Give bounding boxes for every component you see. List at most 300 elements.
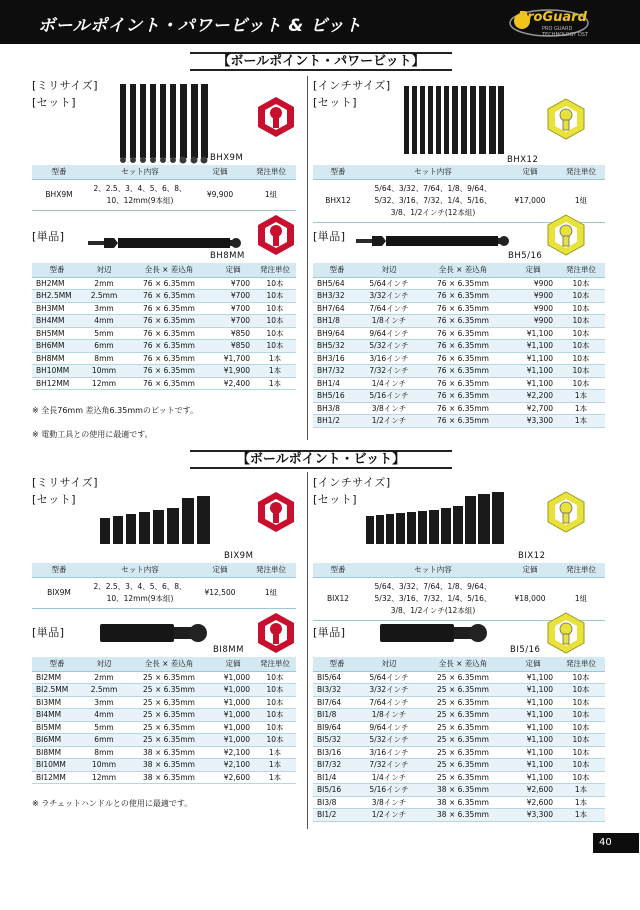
- model-cell: BI3/8: [313, 796, 361, 809]
- length-cell: 76 × 6.35mm: [126, 327, 212, 340]
- set-price: ¥18,000: [503, 577, 557, 620]
- table-row: [313, 415, 605, 428]
- price-cell: ¥2,100: [212, 759, 254, 772]
- size-cell: 5/32インチ: [361, 340, 417, 353]
- unit-cell: 10本: [557, 709, 605, 722]
- set-unit: 1組: [557, 577, 605, 620]
- set-model-label: BIX12: [518, 551, 546, 561]
- price-cell: ¥2,600: [509, 784, 557, 797]
- table-row: [32, 277, 296, 290]
- unit-cell: 10本: [557, 327, 605, 340]
- size-cell: 5/16インチ: [361, 390, 417, 403]
- size-cell: 4mm: [82, 315, 126, 328]
- length-cell: 76 × 6.35mm: [126, 340, 212, 353]
- set-model: BIX12: [313, 577, 363, 620]
- model-cell: BI5/64: [313, 671, 361, 684]
- model-cell: BH1/8: [313, 315, 361, 328]
- unit-cell: 10本: [254, 734, 296, 747]
- column-divider: [307, 76, 308, 440]
- price-cell: ¥1,000: [212, 671, 254, 684]
- table-row: [32, 684, 296, 697]
- model-cell: BI1/8: [313, 709, 361, 722]
- size-cell: 10mm: [82, 365, 126, 378]
- table-row: [313, 721, 605, 734]
- bi8mm-single-photo: [100, 620, 210, 646]
- size-cell: 9/64インチ: [361, 327, 417, 340]
- model-cell: BH5/16: [313, 390, 361, 403]
- single-label: [単品]: [32, 626, 65, 639]
- size-cell: 1/8インチ: [361, 709, 417, 722]
- size-cell: 3/16インチ: [361, 746, 417, 759]
- length-cell: 25 × 6.35mm: [126, 684, 212, 697]
- price-cell: ¥1,100: [509, 709, 557, 722]
- price-cell: ¥2,700: [509, 402, 557, 415]
- ball-hex-red-icon: [256, 214, 296, 256]
- set-label: [セット]: [32, 493, 77, 506]
- unit-cell: 10本: [254, 340, 296, 353]
- set-contents-line: 5/32、3/16、7/32、1/4、5/16、: [374, 195, 492, 205]
- table-row: [313, 340, 605, 353]
- table-row: [313, 402, 605, 415]
- length-cell: 38 × 6.35mm: [417, 784, 509, 797]
- price-cell: ¥1,100: [509, 352, 557, 365]
- table-row: [32, 671, 296, 684]
- unit-cell: 10本: [254, 696, 296, 709]
- table-row: [32, 696, 296, 709]
- model-cell: BH7/32: [313, 365, 361, 378]
- col-header: 発注単位: [557, 263, 605, 277]
- length-cell: 76 × 6.35mm: [417, 315, 509, 328]
- length-cell: 25 × 6.35mm: [417, 759, 509, 772]
- model-cell: BI4MM: [32, 709, 82, 722]
- unit-cell: 10本: [254, 327, 296, 340]
- col-header: 定価: [194, 563, 246, 577]
- unit-cell: 10本: [557, 290, 605, 303]
- size-cell: 3/16インチ: [361, 352, 417, 365]
- length-cell: 76 × 6.35mm: [417, 390, 509, 403]
- size-cell: 5/32インチ: [361, 734, 417, 747]
- model-cell: BH3/16: [313, 352, 361, 365]
- model-cell: BI5/32: [313, 734, 361, 747]
- unit-cell: 10本: [254, 671, 296, 684]
- length-cell: 38 × 6.35mm: [417, 809, 509, 822]
- set-label: [セット]: [32, 96, 77, 109]
- size-label-mm: [ミリサイズ]: [32, 476, 98, 489]
- size-label-inch: [インチサイズ]: [313, 79, 391, 92]
- col-header: 定価: [194, 165, 246, 179]
- table-row: [313, 671, 605, 684]
- model-cell: BI1/2: [313, 809, 361, 822]
- unit-cell: 10本: [557, 759, 605, 772]
- table-body: [32, 277, 296, 390]
- size-cell: 6mm: [82, 340, 126, 353]
- size-cell: 7/32インチ: [361, 365, 417, 378]
- model-cell: BI12MM: [32, 771, 82, 784]
- length-cell: 25 × 6.35mm: [417, 684, 509, 697]
- table-row: [313, 390, 605, 403]
- col-header: 型番: [313, 563, 363, 577]
- length-cell: 25 × 6.35mm: [126, 734, 212, 747]
- table-body: [32, 671, 296, 784]
- col-header: 対辺: [82, 657, 126, 671]
- unit-cell: 10本: [557, 377, 605, 390]
- bhx9m-set-table: [32, 165, 296, 211]
- size-cell: 2.5mm: [82, 290, 126, 303]
- logo-subtext: PRO GUARD TECHNOLOGY DST: [542, 26, 589, 38]
- size-cell: 2.5mm: [82, 684, 126, 697]
- set-contents-line: 2、2.5、3、4、5、6、8、: [93, 581, 187, 591]
- logo-text: ProGuard: [518, 10, 587, 25]
- col-header: 発注単位: [557, 563, 605, 577]
- model-cell: BI3/32: [313, 684, 361, 697]
- model-cell: BI7/64: [313, 696, 361, 709]
- set-label: [セット]: [313, 493, 358, 506]
- size-cell: 3/32インチ: [361, 290, 417, 303]
- length-cell: 38 × 6.35mm: [126, 759, 212, 772]
- size-cell: 9/64インチ: [361, 721, 417, 734]
- unit-cell: 1本: [557, 784, 605, 797]
- unit-cell: 1本: [557, 415, 605, 428]
- model-cell: BI2MM: [32, 671, 82, 684]
- size-cell: 7/64インチ: [361, 302, 417, 315]
- single-label: [単品]: [313, 626, 346, 639]
- price-cell: ¥900: [509, 290, 557, 303]
- set-label: [セット]: [313, 96, 358, 109]
- model-cell: BI9/64: [313, 721, 361, 734]
- set-contents-line: 10、12mm(9本組): [106, 195, 174, 205]
- unit-cell: 10本: [557, 721, 605, 734]
- single-model-label: BH8MM: [210, 251, 245, 261]
- table-row: [32, 709, 296, 722]
- size-cell: 12mm: [82, 771, 126, 784]
- set-contents-line: 10、12mm(9本組): [106, 593, 174, 603]
- unit-cell: 1本: [254, 759, 296, 772]
- price-cell: ¥1,100: [509, 327, 557, 340]
- model-cell: BH3MM: [32, 302, 82, 315]
- model-cell: BH2MM: [32, 277, 82, 290]
- price-cell: ¥900: [509, 315, 557, 328]
- length-cell: 76 × 6.35mm: [417, 290, 509, 303]
- table-row: [313, 784, 605, 797]
- price-cell: ¥1,100: [509, 365, 557, 378]
- model-cell: BI3/16: [313, 746, 361, 759]
- set-contents-line: 2、2.5、3、4、5、6、8、: [93, 183, 187, 193]
- size-cell: 5/16インチ: [361, 784, 417, 797]
- table-row: [313, 277, 605, 290]
- price-cell: ¥2,100: [212, 746, 254, 759]
- price-cell: ¥1,700: [212, 352, 254, 365]
- col-header: 発注単位: [254, 263, 296, 277]
- model-cell: BH2.5MM: [32, 290, 82, 303]
- table-row: [32, 746, 296, 759]
- table-row: [313, 377, 605, 390]
- unit-cell: 10本: [557, 734, 605, 747]
- note: ※ 全長76mm 差込角6.35mmのビットです。: [32, 406, 198, 415]
- model-cell: BI6MM: [32, 734, 82, 747]
- table-row: [32, 315, 296, 328]
- set-unit: 1組: [246, 577, 296, 608]
- col-header: 定価: [212, 263, 254, 277]
- set-contents-line: 5/64、3/32、7/64、1/8、9/64、: [374, 183, 492, 193]
- size-cell: 2mm: [82, 277, 126, 290]
- model-cell: BI5MM: [32, 721, 82, 734]
- unit-cell: 10本: [254, 290, 296, 303]
- length-cell: 76 × 6.35mm: [417, 377, 509, 390]
- table-row: [32, 377, 296, 390]
- price-cell: ¥2,200: [509, 390, 557, 403]
- unit-cell: 1本: [254, 377, 296, 390]
- table-row: [313, 352, 605, 365]
- model-cell: BI2.5MM: [32, 684, 82, 697]
- col-header: 型番: [32, 165, 86, 179]
- size-label-mm: [ミリサイズ]: [32, 79, 98, 92]
- size-cell: 5/64インチ: [361, 277, 417, 290]
- col-header: セット内容: [86, 563, 194, 577]
- model-cell: BH9/64: [313, 327, 361, 340]
- size-cell: 1/2インチ: [361, 415, 417, 428]
- set-model: BIX9M: [32, 577, 86, 608]
- single-label: [単品]: [32, 230, 65, 243]
- length-cell: 25 × 6.35mm: [417, 696, 509, 709]
- set-price: ¥9,900: [194, 179, 246, 210]
- table-row: [313, 809, 605, 822]
- set-price: ¥12,500: [194, 577, 246, 608]
- col-header: 対辺: [361, 657, 417, 671]
- bh8mm-single-photo: [88, 236, 248, 250]
- price-cell: ¥1,100: [509, 771, 557, 784]
- col-header: 発注単位: [557, 165, 605, 179]
- col-header: 全長 × 差込角: [126, 657, 212, 671]
- model-cell: BH1/2: [313, 415, 361, 428]
- length-cell: 76 × 6.35mm: [417, 402, 509, 415]
- length-cell: 76 × 6.35mm: [417, 302, 509, 315]
- length-cell: 76 × 6.35mm: [417, 352, 509, 365]
- price-cell: ¥1,000: [212, 721, 254, 734]
- table-body: [313, 671, 605, 821]
- length-cell: 25 × 6.35mm: [126, 671, 212, 684]
- single-model-label: BH5/16: [508, 251, 543, 261]
- bh516-single-photo: [356, 234, 516, 248]
- table-row: [32, 327, 296, 340]
- unit-cell: 1本: [254, 746, 296, 759]
- price-cell: ¥1,100: [509, 746, 557, 759]
- price-cell: ¥1,100: [509, 734, 557, 747]
- unit-cell: 10本: [557, 696, 605, 709]
- model-cell: BI1/4: [313, 771, 361, 784]
- set-model-label: BHX12: [507, 155, 539, 165]
- table-row: [32, 734, 296, 747]
- price-cell: ¥2,600: [212, 771, 254, 784]
- unit-cell: 10本: [557, 352, 605, 365]
- set-model-label: BHX9M: [210, 153, 244, 163]
- model-cell: BI8MM: [32, 746, 82, 759]
- model-cell: BH5/64: [313, 277, 361, 290]
- unit-cell: 1本: [254, 352, 296, 365]
- bix9m-set-photo: [100, 494, 216, 550]
- length-cell: 25 × 6.35mm: [417, 709, 509, 722]
- size-cell: 3/8インチ: [361, 402, 417, 415]
- table-row: [313, 771, 605, 784]
- table-row: [313, 315, 605, 328]
- set-contents-line: 3/8、1/2インチ(12本組): [390, 207, 476, 217]
- bix12-set-photo: [366, 490, 504, 550]
- single-model-label: BI8MM: [213, 645, 244, 655]
- model-cell: BI5/16: [313, 784, 361, 797]
- price-cell: ¥1,100: [509, 696, 557, 709]
- table-row: [32, 340, 296, 353]
- size-cell: 1/4インチ: [361, 771, 417, 784]
- unit-cell: 1本: [254, 365, 296, 378]
- unit-cell: 10本: [557, 315, 605, 328]
- price-cell: ¥1,100: [509, 721, 557, 734]
- unit-cell: 1本: [557, 402, 605, 415]
- size-cell: 3/8インチ: [361, 796, 417, 809]
- table-row: [313, 327, 605, 340]
- size-cell: 1/4インチ: [361, 377, 417, 390]
- table-row: [32, 302, 296, 315]
- col-header: 型番: [32, 657, 82, 671]
- price-cell: ¥2,600: [509, 796, 557, 809]
- length-cell: 25 × 6.35mm: [126, 721, 212, 734]
- price-cell: ¥1,900: [212, 365, 254, 378]
- col-header: 型番: [32, 263, 82, 277]
- table-row: [313, 759, 605, 772]
- length-cell: 38 × 6.35mm: [126, 771, 212, 784]
- model-cell: BH6MM: [32, 340, 82, 353]
- col-header: 型番: [313, 263, 361, 277]
- col-header: セット内容: [363, 165, 503, 179]
- price-cell: ¥1,000: [212, 684, 254, 697]
- size-label-inch: [インチサイズ]: [313, 476, 391, 489]
- price-cell: ¥1,000: [212, 696, 254, 709]
- price-cell: ¥1,000: [212, 734, 254, 747]
- col-header: 定価: [509, 657, 557, 671]
- length-cell: 25 × 6.35mm: [417, 671, 509, 684]
- col-header: 定価: [212, 657, 254, 671]
- length-cell: 76 × 6.35mm: [126, 290, 212, 303]
- bi-inch-table: [313, 657, 605, 822]
- length-cell: 76 × 6.35mm: [417, 277, 509, 290]
- length-cell: 76 × 6.35mm: [417, 365, 509, 378]
- col-header: 対辺: [82, 263, 126, 277]
- price-cell: ¥3,300: [509, 415, 557, 428]
- col-header: 定価: [503, 563, 557, 577]
- unit-cell: 10本: [557, 365, 605, 378]
- table-row: [32, 759, 296, 772]
- table-row: [313, 365, 605, 378]
- set-model: BHX9M: [32, 179, 86, 210]
- page-title: ボールポイント・パワービット & ビット: [38, 16, 362, 36]
- model-cell: BI3MM: [32, 696, 82, 709]
- size-cell: 2mm: [82, 671, 126, 684]
- single-model-label: BI5/16: [510, 645, 541, 655]
- table-row: [313, 796, 605, 809]
- price-cell: ¥900: [509, 302, 557, 315]
- unit-cell: 1本: [557, 809, 605, 822]
- set-contents: [363, 577, 503, 620]
- table-row: [32, 290, 296, 303]
- table-row: [313, 290, 605, 303]
- size-cell: 1/2インチ: [361, 809, 417, 822]
- length-cell: 38 × 6.35mm: [126, 746, 212, 759]
- unit-cell: 10本: [254, 709, 296, 722]
- set-contents: [86, 179, 194, 210]
- unit-cell: 10本: [557, 746, 605, 759]
- length-cell: 25 × 6.35mm: [417, 734, 509, 747]
- ball-hex-yellow-icon: [546, 98, 586, 140]
- ball-hex-yellow-icon: [546, 214, 586, 256]
- ball-hex-yellow-icon: [546, 491, 586, 533]
- col-header: 型番: [32, 563, 86, 577]
- col-header: 発注単位: [246, 563, 296, 577]
- length-cell: 76 × 6.35mm: [126, 352, 212, 365]
- size-cell: 8mm: [82, 746, 126, 759]
- size-cell: 3/32インチ: [361, 684, 417, 697]
- ball-hex-red-icon: [256, 96, 296, 138]
- table-row: [313, 709, 605, 722]
- size-cell: 10mm: [82, 759, 126, 772]
- col-header: セット内容: [363, 563, 503, 577]
- length-cell: 76 × 6.35mm: [126, 365, 212, 378]
- length-cell: 76 × 6.35mm: [417, 340, 509, 353]
- unit-cell: 10本: [557, 340, 605, 353]
- unit-cell: 10本: [254, 277, 296, 290]
- set-contents: [363, 179, 503, 222]
- col-header: 定価: [509, 263, 557, 277]
- unit-cell: 10本: [557, 684, 605, 697]
- ball-hex-red-icon: [256, 491, 296, 533]
- size-cell: 3mm: [82, 696, 126, 709]
- length-cell: 76 × 6.35mm: [126, 377, 212, 390]
- price-cell: ¥1,100: [509, 377, 557, 390]
- price-cell: ¥700: [212, 277, 254, 290]
- col-header: 対辺: [361, 263, 417, 277]
- table-row: [313, 734, 605, 747]
- col-header: 全長 × 差込角: [417, 263, 509, 277]
- set-contents-line: 5/32、3/16、7/32、1/4、5/16、: [374, 593, 492, 603]
- col-header: 全長 × 差込角: [126, 263, 212, 277]
- unit-cell: 10本: [254, 302, 296, 315]
- set-contents: [86, 577, 194, 608]
- size-cell: 5/64インチ: [361, 671, 417, 684]
- price-cell: ¥700: [212, 302, 254, 315]
- note: ※ ラチェットハンドルとの使用に最適です。: [32, 799, 193, 808]
- bi516-single-photo: [380, 620, 490, 646]
- size-cell: 4mm: [82, 709, 126, 722]
- bhx12-set-photo: [404, 84, 504, 162]
- length-cell: 76 × 6.35mm: [417, 327, 509, 340]
- unit-cell: 1本: [254, 771, 296, 784]
- size-cell: 5mm: [82, 327, 126, 340]
- model-cell: BH7/64: [313, 302, 361, 315]
- size-cell: 5mm: [82, 721, 126, 734]
- unit-cell: 10本: [254, 721, 296, 734]
- column-divider: [307, 472, 308, 829]
- length-cell: 76 × 6.35mm: [126, 302, 212, 315]
- price-cell: ¥1,000: [212, 709, 254, 722]
- price-cell: ¥700: [212, 315, 254, 328]
- set-contents-line: 3/8、1/2インチ(12本組): [390, 605, 476, 615]
- model-cell: BH1/4: [313, 377, 361, 390]
- single-label: [単品]: [313, 230, 346, 243]
- price-cell: ¥1,100: [509, 684, 557, 697]
- length-cell: 76 × 6.35mm: [417, 415, 509, 428]
- bi-mm-table: [32, 657, 296, 784]
- set-contents-line: 5/64、3/32、7/64、1/8、9/64、: [374, 581, 492, 591]
- price-cell: ¥850: [212, 340, 254, 353]
- size-cell: 12mm: [82, 377, 126, 390]
- table-row: [313, 746, 605, 759]
